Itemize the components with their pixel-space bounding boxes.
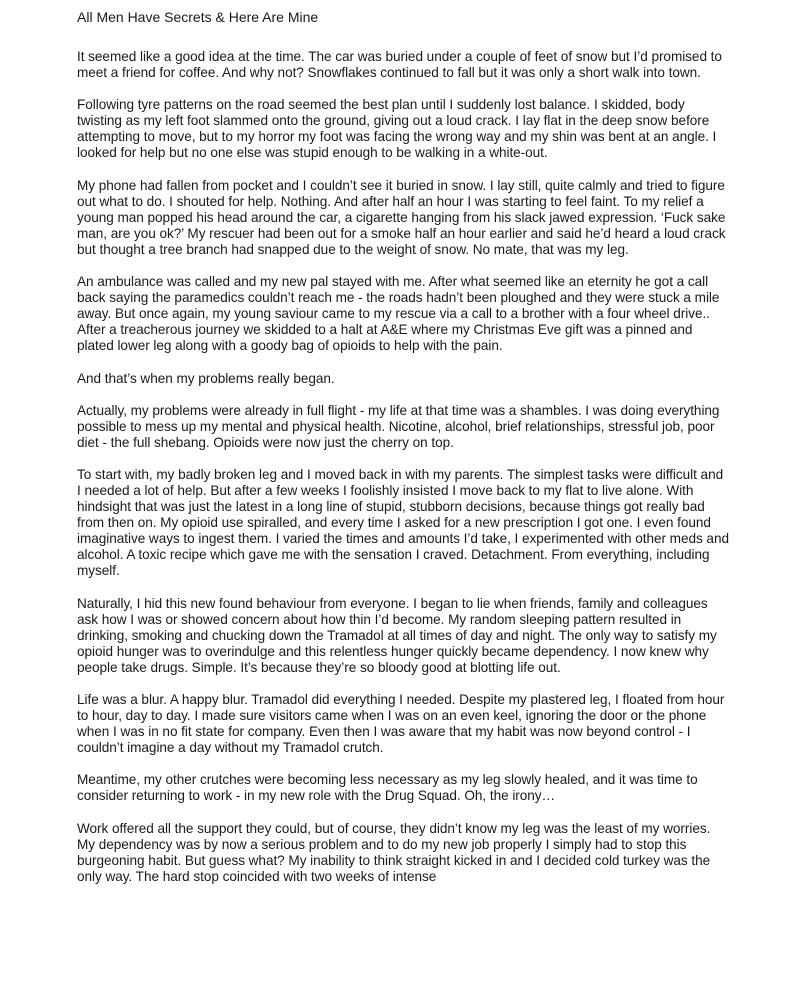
paragraph-10: Meantime, my other crutches were becoming less necessary as my leg slowly healed, and it was time to consider returning to work - in my new role with the Drug Squad. Oh, the irony… xyxy=(77,772,698,804)
paragraph-9: Life was a blur. A happy blur. Tramadol did everything I needed. Despite my plastered leg, I floated from hour to hour, day to day. I made sure visitors came when I was on an even keel, ignoring the door or the phone when I was in no fit state for company. Even then I was aware that my habit was now beyond control - I couldn’t imagine a day without my Tramadol crutch. xyxy=(77,692,725,756)
paragraph-8: Naturally, I hid this new found behaviour from everyone. I began to lie when friends, family and colleagues ask how I was or showed concern about how thin I’d become. My random sleeping pattern resulted in drinking, smoking and chucking down the Tramadol at all times of day and night. The only way to satisfy my opioid hunger was to overindulge and this relentless hunger quickly became dependency. I now knew why people take drugs. Simple. It’s because they’re so bloody good at blotting life out. xyxy=(77,595,717,675)
paragraph-3: My phone had fallen from pocket and I couldn’t see it buried in snow. I lay still, quite calmly and tried to figure out what to do. I shouted for help. Nothing. And after half an hour I was starting to feel faint. To my relief a young man popped his head around the car, a cigarette hanging from his slack jawed expression. ‘Fuck sake man, are you ok?’ My rescuer had been out for a smoke half an hour earlier and said he’d heard a loud crack but thought a tree branch had snapped due to the weight of snow. No mate, that was my leg. xyxy=(77,177,726,257)
paragraph-5: And that’s when my problems really began. xyxy=(77,370,335,386)
paragraph-7: To start with, my badly broken leg and I moved back in with my parents. The simplest tasks were difficult and I needed a lot of help. But after a few weeks I foolishly insisted I move back to my flat to live alone. With hindsight that was just the latest in a long line of stupid, stubborn decisions, because things got really bad from then on. My opioid use spiralled, and every time I asked for a new prescription I got one. I even found imaginative ways to ingest them. I varied the times and amounts I’d take, I experimented with other meds and alcohol. A toxic recipe which gave me with the sensation I craved. Detachment. From everything, including myself. xyxy=(77,466,729,579)
paragraph-2: Following tyre patterns on the road seemed the best plan until I suddenly lost balance. I skidded, body twisting as my left foot slammed onto the ground, giving out a loud crack. I lay flat in the deep snow before attempting to move, but to my horror my foot was facing the wrong way and my shin was bent at an angle. I looked for help but no one else was stupid enough to be walking in a white-out. xyxy=(77,97,717,161)
document-page xyxy=(77,9,729,901)
paragraph-6: Actually, my problems were already in full flight - my life at that time was a shambles. I was doing everything possible to mess up my mental and physical health. Nicotine, alcohol, brief relationships, stressful job, poor diet - the full shebang. Opioids were now just the cherry on top. xyxy=(77,402,720,450)
document-title: All Men Have Secrets & Here Are Mine xyxy=(77,9,319,25)
paragraph-4: An ambulance was called and my new pal stayed with me. After what seemed like an eternity he got a call back saying the paramedics couldn’t reach me - the roads hadn’t been ploughed and they were stuck a mile away. But once again, my young saviour came to my rescue via a call to a brother with a four wheel drive.. After a treacherous journey we skidded to a halt at A&E where my Christmas Eve gift was a pinned and plated lower leg along with a goody bag of opioids to help with the pain. xyxy=(77,274,720,354)
paragraph-1: It seemed like a good idea at the time. The car was buried under a couple of feet of snow but I’d promised to meet a friend for coffee. And why not? Snowflakes continued to fall but it was only a short walk into town. xyxy=(77,49,722,81)
paragraph-11: Work offered all the support they could, but of course, they didn’t know my leg was the least of my worries. My dependency was by now a serious problem and to do my new job properly I simply had to stop this burgeoning habit. But guess what? My inability to think straight kicked in and I decided cold turkey was the only way. The hard stop coincided with two weeks of intense xyxy=(77,820,711,884)
